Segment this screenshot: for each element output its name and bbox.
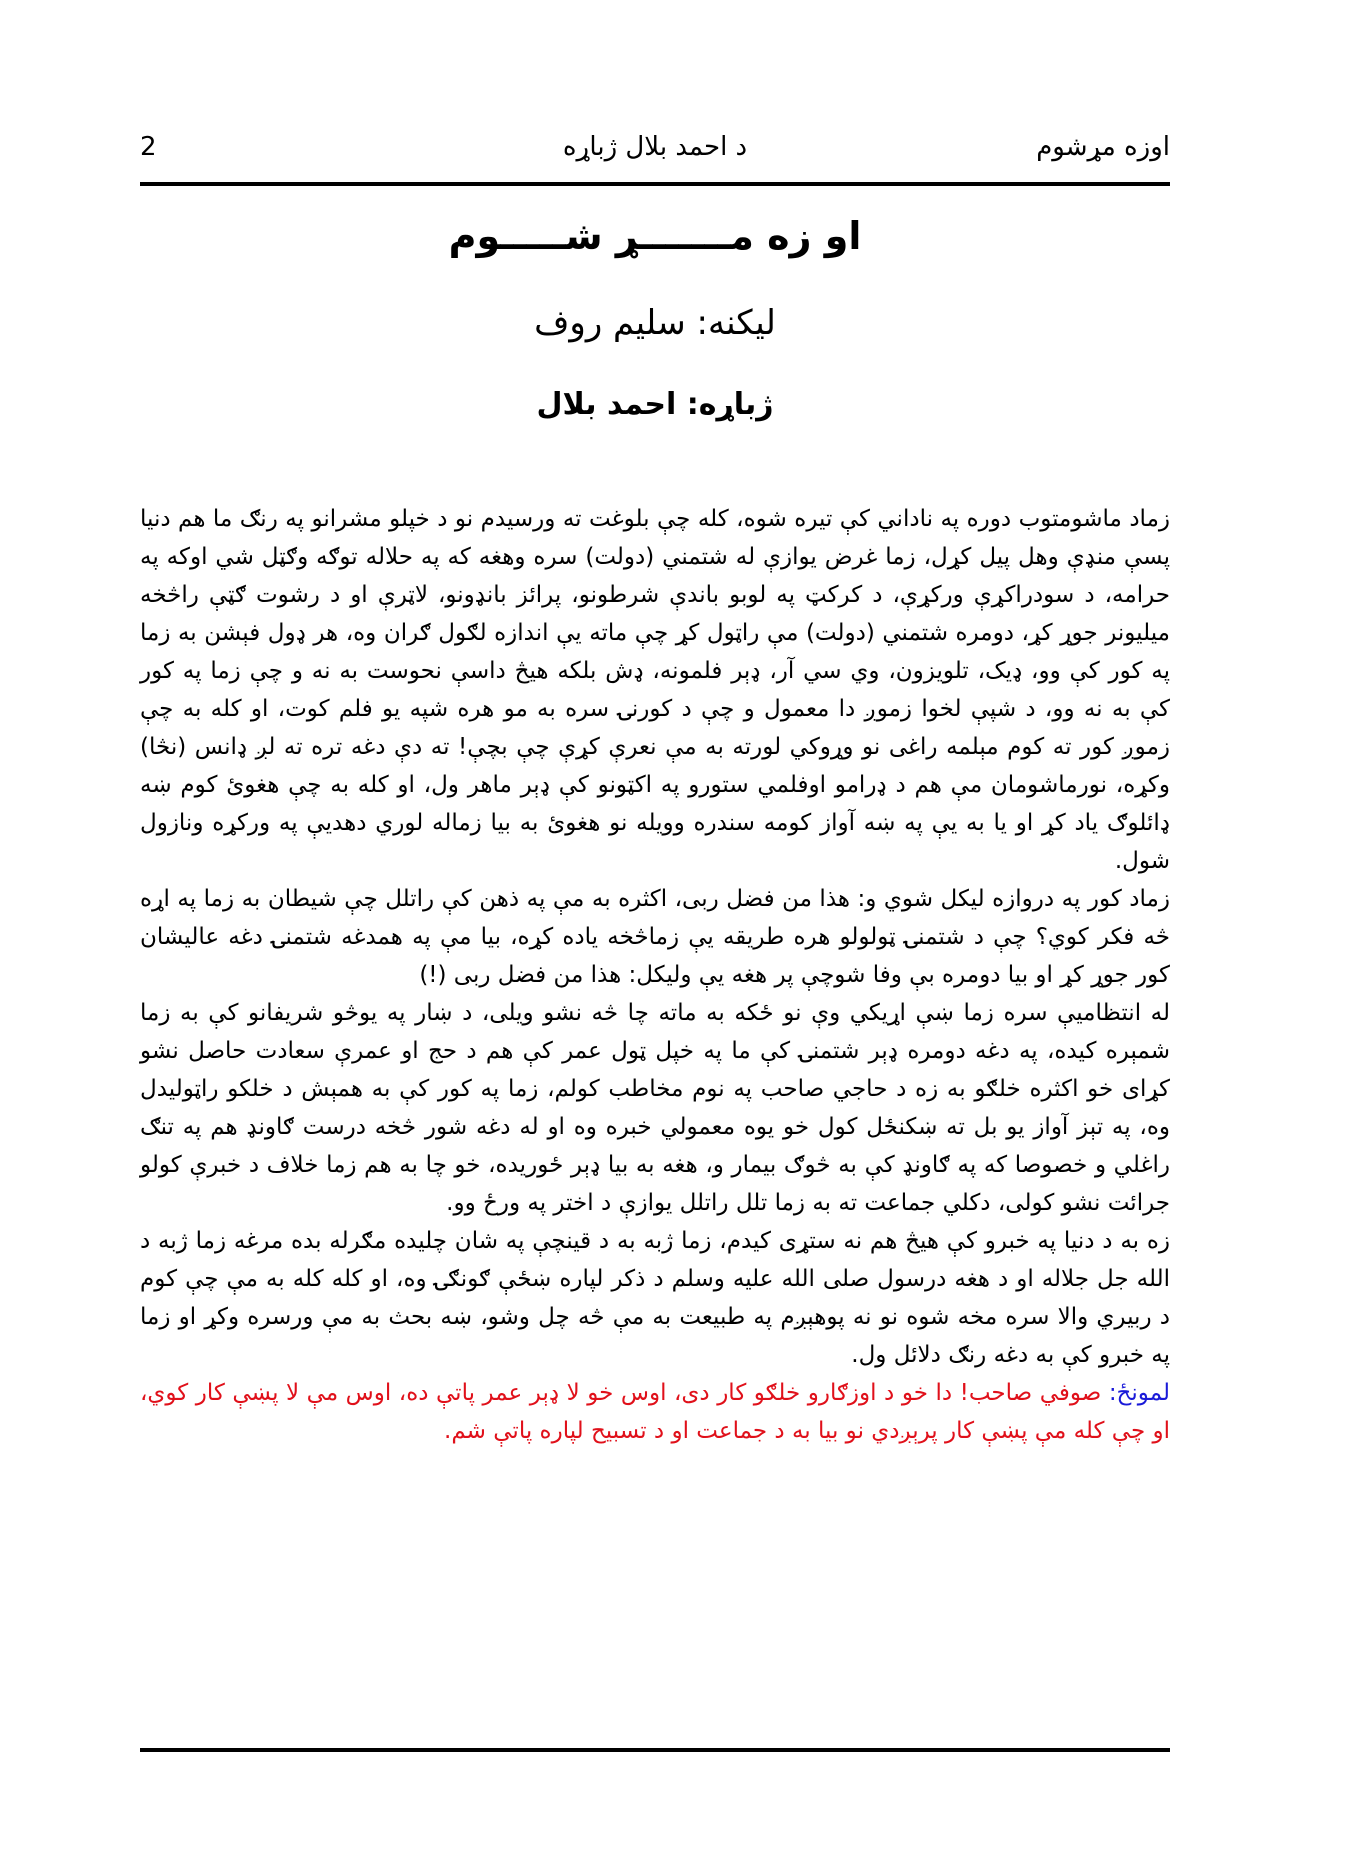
translator-line: ژباړه: احمد بلال bbox=[536, 387, 774, 422]
header-book-title: اوزه مړشوم bbox=[1036, 132, 1170, 162]
header-rule bbox=[140, 182, 1170, 186]
note-text: صوفي صاحب! دا خو د اوزګارو خلګو کار دی، اوس خو لا ډېر عمر پاتې ده، اوس مې لا پښې کار کوي، او چې کله مې پښې کار پرېږدي نو بیا به د جماعت او د تسبیح لپاره پاتې شم. bbox=[140, 1380, 1170, 1444]
author-line: لیکنه: سلیم روف bbox=[534, 303, 776, 343]
paragraph: زه به د دنیا په خبرو کې هیڅ هم نه ستړی کیدم، زما ژبه به د قینچې په شان چلیده مګرله بده مرغه زما ژبه د الله جل جلاله او د هغه درسول صلی الله علیه وسلم د ذکر لپاره ښځې ګونګۍ وه، او کله کله به مې چې کوم د ربیري والا سره مخه شوه نو نه پوهېږم په طبیعت به مې څه چل وشو، ښه بحث به مې ورسره وکړ او زما په خبرو کې به دغه رنګ دلائل ول. bbox=[140, 1228, 1170, 1368]
document-title: او زه مـــــــړ شـــــوم bbox=[448, 214, 862, 258]
header-translator-credit: د احمد بلال ژباړه bbox=[562, 132, 748, 162]
page-header bbox=[140, 122, 1170, 172]
paragraph: له انتظامیې سره زما ښې اړیکي وې نو ځکه به ماته چا څه نشو ویلی، د ښار په یوڅو شریفانو کې به زما شمېره کیده، په دغه دومره ډېر شتمنۍ کې ما په خپل ټول عمر کې هم د حج او عمرې سعادت حاصل نشو کړای خو اکثره خلګو به زه د حاجي صاحب په نوم مخاطب کولم، زما په کور کې به همېش د خلکو راټولیدل وه، په تېز آواز یو بل ته ښکنځل کول خو یوه معمولي خبره وه او له دغه شور څخه درست ګاونډ هم په تنګ راغلي و خصوصا که په ګاونډ کې به څوګ بیمار و، هغه به بیا ډېر ځوریده، خو چا به هم زما خلاف د خبرې کولو جرائت نشو کولی، دکلي جماعت ته به زما تلل راتلل یوازې د اختر په ورځ وو. bbox=[140, 1000, 1170, 1216]
prayer-note bbox=[140, 1374, 1170, 1450]
paragraph: زماد ماشومتوب دوره په ناداني کې تیره شوه، کله چې بلوغت ته ورسیدم نو د خپلو مشرانو په رنګ ما هم دنیا پسې منډې وهل پیل کړل، زما غرض یوازې له شتمني (دولت) سره وهغه که په حلاله توګه وګټل شي اوکه په حرامه، د سودراکړې ورکړې، د کرکټ په لوبو باندې شرطونو، پرائز بانډونو، لاټرې او د رشوت ګټې راڅخه میلیونر جوړ کړ، دومره شتمني (دولت) مې راټول کړ چې ماته یې اندازه لګول ګران وه، هر ډول فېشن به زما په کور کې وو، ډیک، تلویزون، وي سي آر، ډېر فلمونه، ډش بلکه هیڅ داسې نحوست به نه و چې زما په کور کې به نه وو، د شپې لخوا زموږ دا معمول و چې د کورنۍ سره به مو هره شپه یو فلم کوت، او کله به چې زموږ کور ته کوم مېلمه راغی نو وړوکي لورته به مې نعرې کړې چې بچې! ته دې دغه تره ته لږ ډانس (نڅا) وکړه، نورماشومان مې هم د ډرامو اوفلمي ستورو په اکټونو کې ډېر ماهر ول، او کله به چې هغوئ کوم ښه ډائلوګ یاد کړ او یا به یې په ښه آواز کومه سندره وویله نو هغوئ به بیا زماله لوري دهدیې په ورکړه ونازول شول. bbox=[140, 506, 1170, 874]
body-text bbox=[140, 500, 1170, 1450]
page-number: 2 bbox=[140, 132, 157, 162]
footer-rule bbox=[140, 1748, 1170, 1752]
document-page bbox=[140, 100, 1170, 1760]
paragraph: زماد کور په دروازه لیکل شوي و: هذا من فضل ربی، اکثره به مې په ذهن کې راتلل چې شیطان به زما په اړه څه فکر کوي؟ چې د شتمنۍ ټولولو هره طریقه یې زماڅخه یاده کړه، بیا مې په همدغه شتمنۍ دغه عالیشان کور جوړ کړ او بیا دومره بې وفا شوچې پر هغه یې ولیکل: هذا من فضل ربی (!) bbox=[140, 886, 1170, 988]
note-label: لمونځ: bbox=[1108, 1380, 1170, 1406]
